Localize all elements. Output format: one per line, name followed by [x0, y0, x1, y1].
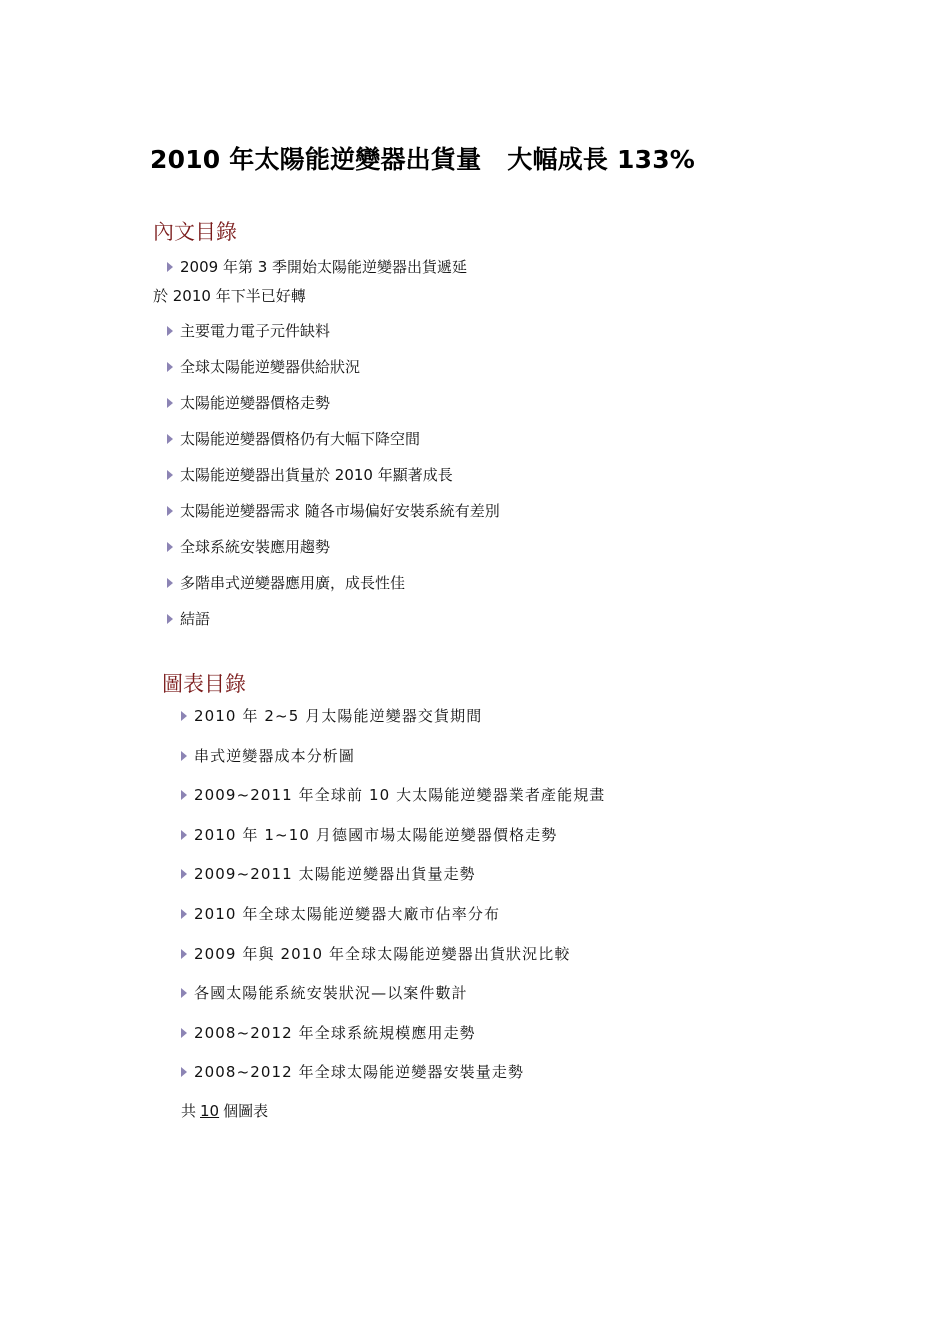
toc-item-label[interactable]: 全球太陽能逆變器供給狀況 [180, 358, 361, 376]
bullet-arrow-icon [181, 1028, 187, 1038]
toc-list [153, 256, 867, 644]
figure-count-value[interactable]: 10 [200, 1102, 220, 1120]
figure-item[interactable] [181, 903, 881, 943]
bullet-arrow-icon [181, 869, 187, 879]
bullet-arrow-icon [167, 578, 173, 588]
toc-item-label[interactable]: 主要電力電子元件缺料 [180, 322, 331, 340]
bullet-arrow-icon [167, 506, 173, 516]
toc-item-label[interactable]: 2009 年第 3 季開始太陽能逆變器出貨遞延 [180, 258, 468, 276]
toc-item-label[interactable]: 多階串式逆變器應用廣，成長性佳 [180, 574, 406, 592]
toc-item[interactable] [167, 356, 867, 392]
figure-item-label[interactable]: 2009 年與 2010 年全球太陽能逆變器出貨狀況比較 [194, 944, 571, 963]
toc-item[interactable] [167, 392, 867, 428]
toc-item[interactable] [153, 256, 867, 320]
figure-item[interactable] [181, 745, 881, 785]
figures-list [181, 705, 881, 1101]
figure-item-label[interactable]: 2008~2012 年全球太陽能逆變器安裝量走勢 [194, 1063, 525, 1082]
bullet-arrow-icon [167, 398, 173, 408]
bullet-arrow-icon [181, 711, 187, 721]
figure-item-label[interactable]: 2009~2011 太陽能逆變器出貨量走勢 [194, 865, 476, 884]
bullet-arrow-icon [167, 470, 173, 480]
figure-item[interactable] [181, 982, 881, 1022]
bullet-arrow-icon [181, 949, 187, 959]
toc-item[interactable] [167, 464, 867, 500]
bullet-arrow-icon [167, 542, 173, 552]
figure-item[interactable] [181, 1061, 881, 1101]
figure-item-label[interactable]: 2008~2012 年全球系統規模應用走勢 [194, 1023, 476, 1042]
bullet-arrow-icon [167, 262, 173, 272]
figure-item-label[interactable]: 2009~2011 年全球前 10 大太陽能逆變器業者產能規畫 [194, 786, 606, 805]
toc-heading: 內文目錄 [153, 220, 237, 244]
figure-count [181, 1100, 268, 1122]
figure-count-prefix: 共 [181, 1102, 197, 1120]
figure-item-label[interactable]: 串式逆變器成本分析圖 [194, 746, 356, 765]
figure-item-label[interactable]: 2010 年 2~5 月太陽能逆變器交貨期間 [194, 707, 483, 725]
toc-item[interactable] [167, 428, 867, 464]
toc-item-label[interactable]: 太陽能逆變器價格仍有大幅下降空間 [180, 430, 421, 448]
title-part-1: 2010 年太陽能逆變器出貨量 [150, 145, 482, 174]
figure-item-label[interactable]: 2010 年 1~10 月德國市場太陽能逆變器價格走勢 [194, 825, 558, 844]
toc-item-label[interactable]: 太陽能逆變器價格走勢 [180, 394, 331, 412]
bullet-arrow-icon [167, 362, 173, 372]
figure-item[interactable] [181, 863, 881, 903]
figure-item-label[interactable]: 2010 年全球太陽能逆變器大廠市佔率分布 [194, 904, 501, 923]
bullet-arrow-icon [167, 434, 173, 444]
bullet-arrow-icon [167, 326, 173, 336]
bullet-arrow-icon [181, 830, 187, 840]
bullet-arrow-icon [167, 614, 173, 624]
figure-item-label[interactable]: 各國太陽能系統安裝狀況—以案件數計 [194, 984, 468, 1003]
toc-item[interactable] [167, 500, 867, 536]
toc-item-label[interactable]: 太陽能逆變器出貨量於 2010 年顯著成長 [180, 466, 453, 484]
toc-item[interactable] [167, 536, 867, 572]
figures-heading: 圖表目錄 [162, 672, 246, 696]
bullet-arrow-icon [181, 909, 187, 919]
toc-item-label[interactable]: 全球系統安裝應用趨勢 [180, 538, 331, 556]
figure-count-suffix: 個圖表 [223, 1102, 269, 1120]
figure-item[interactable] [181, 943, 881, 983]
toc-item[interactable] [167, 320, 867, 356]
bullet-arrow-icon [181, 1067, 187, 1077]
figure-item[interactable] [181, 784, 881, 824]
title-part-2: 大幅成長 133% [507, 145, 696, 174]
bullet-arrow-icon [181, 790, 187, 800]
figure-item[interactable] [181, 705, 881, 745]
toc-item-label[interactable]: 結語 [180, 610, 211, 628]
toc-item[interactable] [167, 608, 867, 644]
toc-item-continuation[interactable]: 於 2010 年下半已好轉 [153, 287, 306, 305]
bullet-arrow-icon [181, 751, 187, 761]
page-title [150, 140, 695, 176]
bullet-arrow-icon [181, 988, 187, 998]
figure-item[interactable] [181, 1022, 881, 1062]
toc-item[interactable] [167, 572, 867, 608]
toc-item-label[interactable]: 太陽能逆變器需求 隨各市場偏好安裝系統有差別 [180, 502, 500, 520]
figure-item[interactable] [181, 824, 881, 864]
